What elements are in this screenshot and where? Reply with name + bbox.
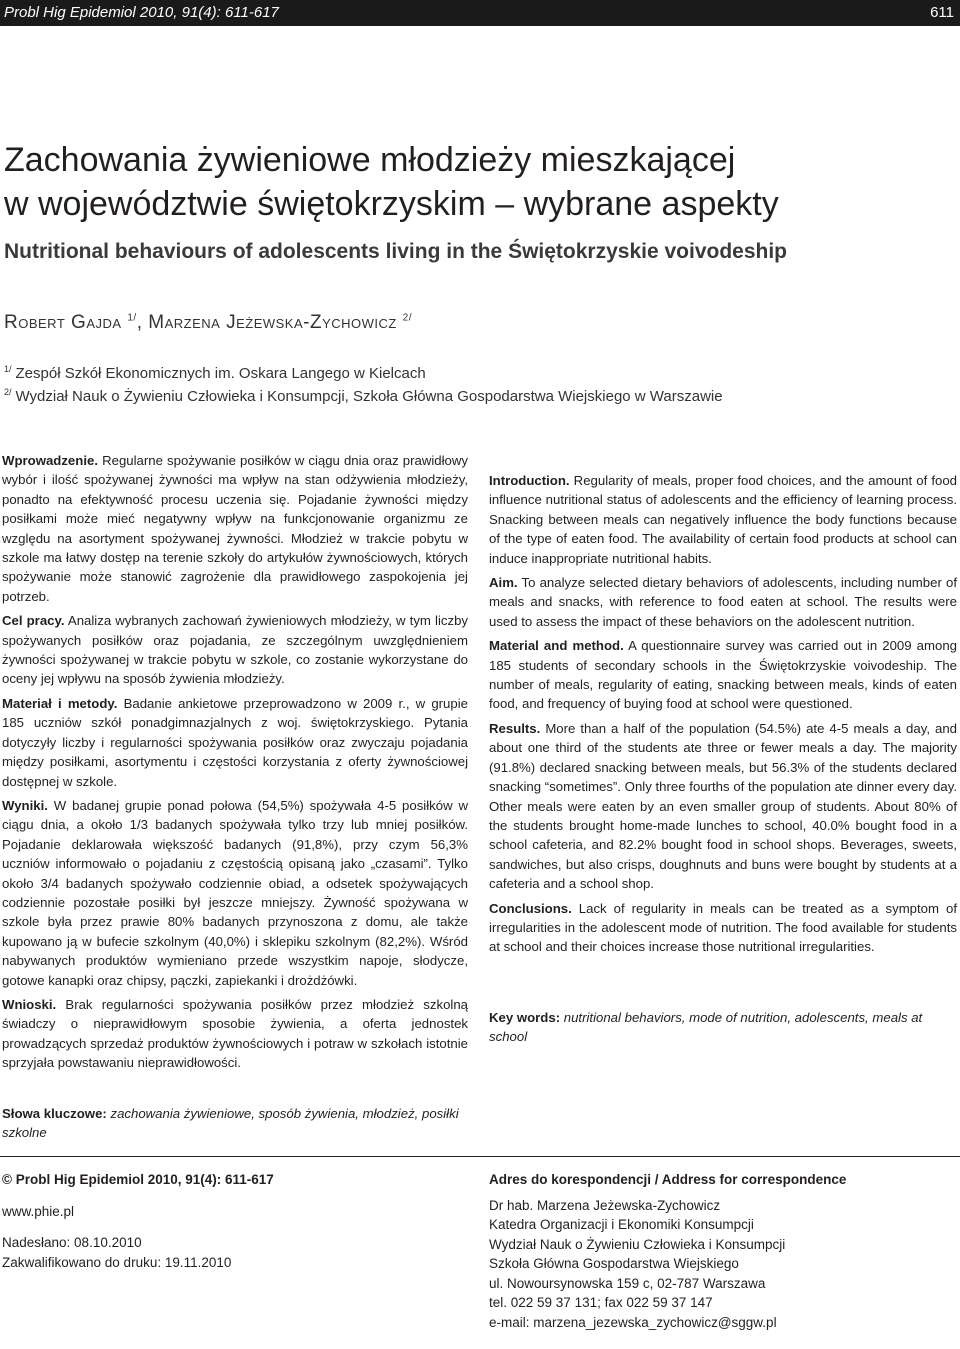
keywords-text: zachowania żywieniowe, sposób żywienia, młodzież, posiłki szkolne [2,1106,459,1141]
affiliation-mark: 2/ [4,387,12,397]
affiliation [4,364,426,382]
abstract-section [489,636,957,714]
address-line: Wydział Nauk o Żywieniu Człowieka i Konsumpcji [489,1236,786,1252]
abstract-section [2,694,468,791]
affiliation-text: Zespół Szkół Ekonomicznych im. Oskara Langego w Kielcach [15,365,426,382]
keywords-english [489,1008,957,1047]
section-text: Brak regularności spożywania posiłków przez młodzież szkolną świadczy o nieprawidłowym sposobie żywienia, a oferta jednostek prowadzących sprzedaż produktów żywnościowych i potraw w szkołach istotnie sprzyjała powstawaniu nieprawidłowości. [2,996,468,1071]
abstract-english [489,471,957,962]
address-line: Katedra Organizacji i Ekonomiki Konsumpcji [489,1217,754,1232]
abstract-section [2,451,468,606]
section-text: W badanej grupie ponad połowa (54,5%) spożywała 4-5 posiłków w ciągu dnia, a około 1/3 badanych spożywała tylko trzy lub mniej posiłków. Pojadanie deklarowała większość badanych (91,8%), przy czym 56,3% uczniów informowało o pojadaniu z częstością opisaną jako „czasami”. Tylko około 3/4 badanych spożywało codziennie obiad, a odsetek spożywających codziennie pozostałe posiłki był jeszcze mniejszy. Żywność spożywana w szkole była przez prawie 80% badanych przynoszona z domu, ale także kupowano ją w bufecie szkolnym (40,0%) i sklepiku szkolnym (82,2%). Wśród nabywanych produktów wymieniano przede wszystkim napoje, słodycze, gotowe kanapki oraz chipsy, pączki, zapiekanki i drożdżówki. [2,797,468,988]
keywords-label: Słowa kluczowe: [2,1106,107,1121]
section-label: Conclusions. [489,900,572,916]
running-header [0,0,960,26]
correspondence-heading: Adres do korespondencji / Address for correspondence [489,1172,847,1187]
abstract-polish [2,451,468,1078]
section-text: A questionnaire survey was carried out in 2009 among 185 students of secondary schools in the Świętokrzyskie voivodeship. The number of meals, regularity of eating, snacking between meals, kinds of eaten food, and frequency of buying food at school were questioned. [489,638,957,712]
received-date: Nadesłano: 08.10.2010 [2,1235,142,1250]
abstract-section [489,471,957,568]
article-title [4,138,954,226]
section-text: Badanie ankietowe przeprowadzono w 2009 r., w grupie 185 uczniów szkół ponadgimnazjalnych z woj. świętokrzyskiego. Pytania dotyczyły liczby i regularności spożywania posiłków oraz zwyczaju pojadania między posiłkami, asortymentu i częstości korzystania z oferty żywnościowej dostępnej w szkole. [2,695,468,789]
address-line: ul. Nowoursynowska 159 c, 02-787 Warszawa [489,1275,766,1291]
section-text: Lack of regularity in meals can be treated as a symptom of irregularities in the adolescent mode of nutrition. The food available for students at school and their choices increase those nutritional irregularities. [489,900,957,955]
copyright-citation: © Probl Hig Epidemiol 2010, 91(4): 611-617 [2,1172,274,1187]
section-label: Material and method. [489,638,624,654]
journal-website-link[interactable]: www.phie.pl [2,1203,75,1219]
publication-info [2,1170,462,1272]
section-text: Regularne spożywanie posiłków w ciągu dnia oraz prawidłowy wybór i ilość spożywanej żywności ma wpływ na stan odżywienia młodzieży, ponadto na efektywność procesu uczenia się. Pojadanie żywności między posiłkami może mieć negatywny wpływ na funkcjonowanie organizmu ze względu na asortyment spożywanej żywności. Młodzież w trakcie pobytu w szkole ma łatwy dostęp na terenie szkoły do artykułów żywnościowych, których spożywanie może stanowić zagrożenie dla prawidłowego zaspokojenia jej potrzeb. [2,453,468,604]
page-number: 611 [930,4,954,21]
author-affiliation-mark: 2/ [402,312,412,324]
footer-divider [0,1156,960,1157]
accepted-date: Zakwalifikowano do druku: 19.11.2010 [2,1254,232,1270]
author-name: Robert Gajda [4,312,122,333]
abstract-section [489,719,957,894]
affiliation [4,387,723,405]
section-label: Wyniki. [2,797,48,813]
abstract-section [2,796,468,990]
correspondence-address [489,1170,957,1332]
affiliation-mark: 1/ [4,364,12,374]
email-link[interactable]: e-mail: marzena_jezewska_zychowicz@sggw.pl [489,1314,777,1330]
author-list [4,312,412,334]
section-text: Regularity of meals, proper food choices, and the amount of food influence nutritional status of adolescents and the efficiency of learning process. Snacking between meals can negatively influence the body functions because of the type of eaten food. The availability of certain food products at school can induce inappropriate nutritional habits. [489,473,957,566]
section-label: Cel pracy. [2,613,65,629]
section-label: Wnioski. [2,996,57,1012]
title-line: w województwie świętokrzyskim – wybrane aspekty [4,185,779,223]
address-line: tel. 022 59 37 131; fax 022 59 37 147 [489,1295,713,1310]
abstract-section [489,573,957,631]
abstract-section [2,611,468,689]
section-label: Wprowadzenie. [2,453,98,468]
address-line: Szkoła Główna Gospodarstwa Wiejskiego [489,1256,739,1271]
address-line: Dr hab. Marzena Jeżewska-Zychowicz [489,1197,721,1213]
section-text: To analyze selected dietary behaviors of adolescents, including number of meals and snacks, with reference to food eaten at school. The results were used to assess the impact of these behaviors on the adolescent nutrition. [489,575,957,629]
journal-citation: Probl Hig Epidemiol 2010, 91(4): 611-617 [4,4,279,21]
section-label: Results. [489,720,541,736]
section-text: More than a half of the population (54.5%) ate 4-5 meals a day, and about one third of the students ate three or fewer meals a day. The majority (91.8%) declared snacking between meals, but 56.3% of the students declared snacking “sometimes”. Only three fourths of the population ate dinner every day. Other meals were eaten by an even smaller group of students. About 80% of the students brought home-made lunches to school, 40.0% bought food in a school cafeteria, and 82.2% bought food in school shops. Beverages, sweets, sandwiches, but also crisps, doughnuts and buns were bought by students at a cafeteria and a school shop. [489,720,957,892]
article-subtitle: Nutritional behaviours of adolescents living in the Świętokrzyskie voivodeship [4,240,788,263]
title-line: Zachowania żywieniowe młodzieży mieszkającej [4,141,736,179]
keywords-label: Key words: [489,1010,561,1025]
keywords-polish [2,1104,468,1143]
keywords-text: nutritional behaviors, mode of nutrition, adolescents, meals at school [489,1010,923,1045]
author-affiliation-mark: 1/ [127,312,137,324]
section-label: Introduction. [489,473,570,488]
section-label: Materiał i metody. [2,695,118,711]
abstract-section [489,899,957,957]
section-text: Analiza wybranych zachowań żywieniowych młodzieży, w tym liczby spożywanych posiłków oraz pojadania, ze szczególnym uwzględnieniem żywności spożywanej w trakcie pobytu w szkole, co zostanie wykorzystane do oceny jej wpływu na sposób żywienia młodzieży. [2,613,468,687]
section-label: Aim. [489,575,518,591]
affiliation-text: Wydział Nauk o Żywieniu Człowieka i Konsumpcji, Szkoła Główna Gospodarstwa Wiejskiego w Warszawie [15,388,723,405]
author-name: Marzena Jeżewska-Zychowicz [148,312,397,333]
author-separator: , [136,312,149,333]
abstract-section [2,995,468,1073]
